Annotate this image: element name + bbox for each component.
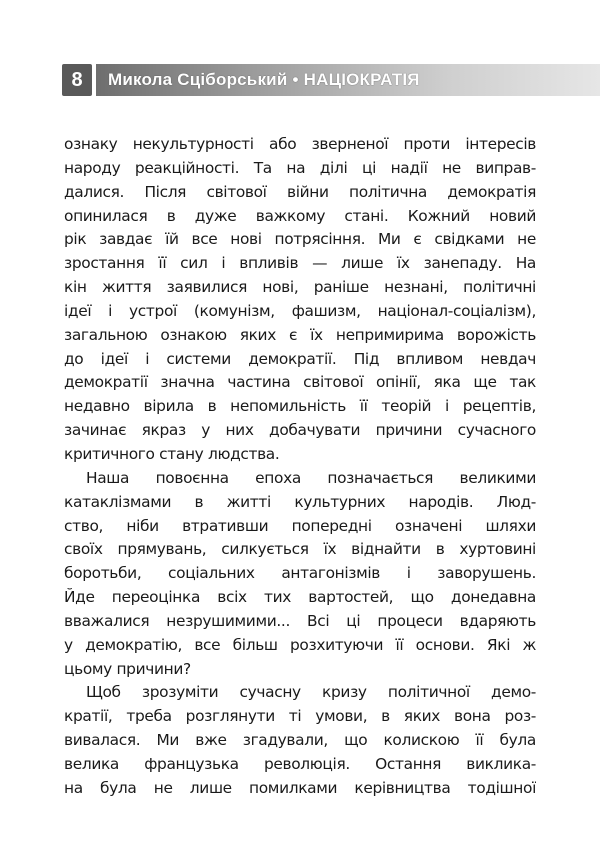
text-line: вивалася. Ми вже згадували, що колискою її була xyxy=(64,731,536,750)
text-line: цьому причини? xyxy=(64,659,191,678)
header-author: Микола Сціборський xyxy=(108,70,288,89)
page-number: 8 xyxy=(62,64,92,96)
header-title: НАЦІОКРАТІЯ xyxy=(303,70,420,89)
text-line: ство, ніби втративши попередні означені шляхи xyxy=(64,516,536,535)
paragraph xyxy=(64,133,536,467)
text-line: народу реакційності. Та на ділі ці надії не виправ- xyxy=(64,158,536,177)
text-line: ознаку некультурності або зверненої проти інтересів xyxy=(64,135,536,153)
running-header xyxy=(62,64,600,96)
text-line: далися. Після світової війни політична демократія xyxy=(64,182,536,201)
text-line: зростання її сил і впливів — лише їх занепаду. На xyxy=(64,254,536,273)
text-line: Щоб зрозуміти сучасну кризу політичної демо- xyxy=(86,683,536,702)
text-line: своїх прямувань, силкується їх віднайти в хуртовині xyxy=(64,540,536,559)
text-line: у демократію, все більш розхитуючи її основи. Які ж xyxy=(64,635,536,654)
text-line: до ідеї і системи демократії. Під впливом невдач xyxy=(64,349,536,368)
text-line: Наша повоєнна епоха позначається великими xyxy=(86,468,536,487)
body-text xyxy=(64,133,536,801)
text-line: кратії, треба розглянути ті умови, в яких вона роз- xyxy=(64,707,536,726)
header-separator: • xyxy=(292,70,299,89)
text-line: опинилася в дуже важкому стані. Кожний новий xyxy=(64,206,536,225)
text-line: велика французька революція. Остання виклика- xyxy=(64,754,536,773)
header-band xyxy=(96,64,600,96)
text-line: ідеї і устрої (комунізм, фашизм, націонал-соціалізм), xyxy=(64,301,536,320)
text-line: кін життя заявилися нові, раніше незнані, політичні xyxy=(64,278,536,297)
text-line: на була не лише помилками керівництва тодішної xyxy=(64,778,536,797)
text-line: демократії значна частина світової опінії, яка ще так xyxy=(64,373,536,392)
text-line: недавно вірила в непомильність її теорій і рецептів, xyxy=(64,397,536,416)
paragraph xyxy=(64,681,536,800)
text-line: Йде переоцінка всіх тих вартостей, що донедавна xyxy=(64,588,536,607)
text-line: боротьби, соціальних антагонізмів і заворушень. xyxy=(64,564,536,583)
text-line: загальною ознакою яких є їх непримирима ворожість xyxy=(64,325,536,344)
text-line: критичного стану людства. xyxy=(64,444,280,463)
text-line: вважалися незрушимими... Всі ці процеси вдаряють xyxy=(64,611,536,630)
text-line: катаклізмами в житті культурних народів. Люд- xyxy=(64,492,536,511)
text-line: зачинає якраз у них добачувати причини сучасного xyxy=(64,421,536,440)
text-line: рік завдає їй все нові потрясіння. Ми є свідками не xyxy=(64,230,536,249)
paragraph xyxy=(64,467,536,682)
